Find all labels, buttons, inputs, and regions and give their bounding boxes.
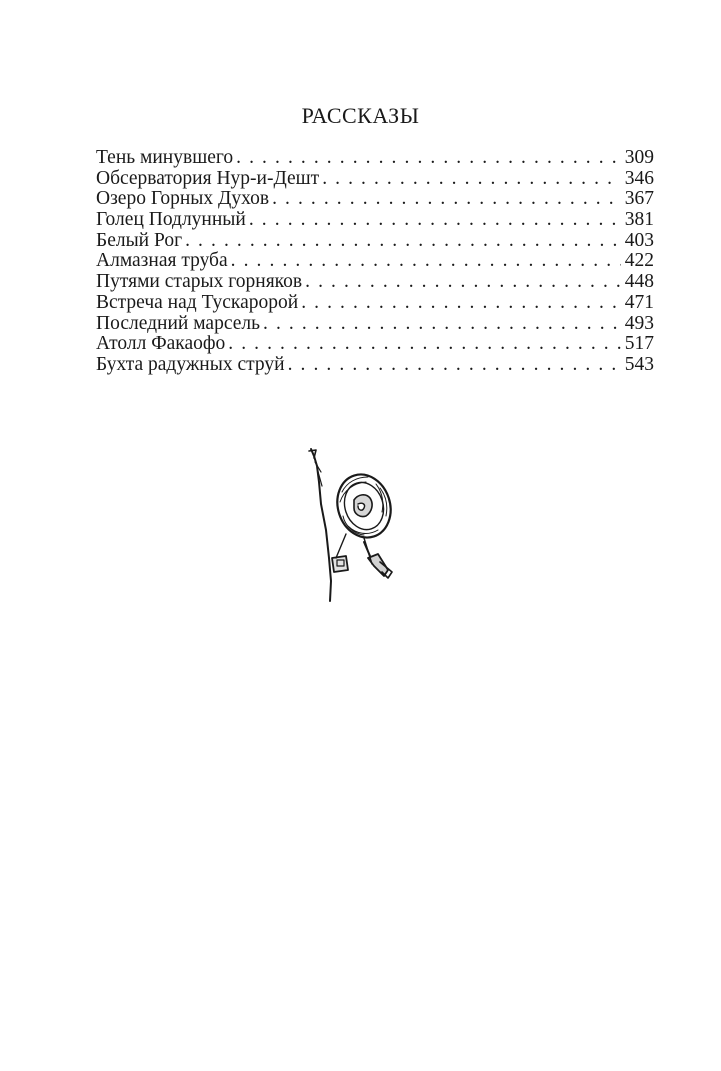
toc-entry-page: 517: [624, 333, 654, 355]
toc-dot-leader: [305, 272, 621, 293]
toc-entry-title: Голец Подлунный: [96, 209, 246, 231]
toc-entry[interactable]: [96, 231, 654, 252]
toc-entry[interactable]: [96, 210, 654, 231]
toc-entry-page: 493: [624, 312, 654, 334]
toc-dot-leader: [288, 355, 621, 376]
toc-entry-title: Обсерватория Нур-и-Дешт: [96, 167, 320, 189]
toc-entry[interactable]: [96, 314, 654, 335]
page-title: РАССКАЗЫ: [301, 103, 420, 128]
toc-entry-title: Бухта радужных струй: [96, 353, 285, 375]
toc-entry[interactable]: [96, 272, 654, 293]
toc-entry-page: 367: [624, 188, 654, 210]
toc-entry-page: 543: [624, 353, 654, 375]
toc-entry-title: Атолл Факаофо: [96, 333, 226, 355]
toc-entry-title: Встреча над Тускаророй: [96, 291, 299, 313]
toc-entry-title: Озеро Горных Духов: [96, 188, 270, 210]
toc-entry[interactable]: [96, 355, 654, 376]
toc-dot-leader: [301, 293, 621, 314]
toc-entry-page: 346: [624, 167, 654, 189]
toc-dot-leader: [322, 169, 621, 190]
toc-dot-leader: [228, 334, 621, 355]
toc-dot-leader: [263, 314, 621, 335]
toc-entry[interactable]: [96, 189, 654, 210]
toc-entry-page: 309: [624, 147, 654, 168]
toc-entry[interactable]: [96, 251, 654, 272]
toc-entry-page: 381: [624, 209, 654, 231]
toc-entry[interactable]: [96, 334, 654, 355]
toc-entry[interactable]: [96, 169, 654, 190]
toc-entry[interactable]: [96, 293, 654, 314]
toc-entry-title: Тень минувшего: [96, 147, 234, 168]
toc-dot-leader: [185, 231, 621, 252]
hat-hammer-illustration-icon: [302, 446, 398, 604]
toc-dot-leader: [272, 189, 621, 210]
table-of-contents: [96, 148, 654, 376]
toc-dot-leader: [249, 210, 621, 231]
toc-entry[interactable]: [96, 148, 654, 169]
toc-entry-page: 403: [624, 229, 654, 251]
toc-entry-page: 448: [624, 271, 654, 293]
toc-entry-title: Белый Рог: [96, 229, 183, 251]
toc-entry-page: 422: [624, 250, 654, 272]
toc-entry-title: Последний марсель: [96, 312, 260, 334]
toc-entry-page: 471: [624, 291, 654, 313]
toc-entry-title: Алмазная труба: [96, 250, 228, 272]
toc-dot-leader: [236, 148, 621, 169]
toc-dot-leader: [231, 251, 621, 272]
toc-entry-title: Путями старых горняков: [96, 271, 303, 293]
